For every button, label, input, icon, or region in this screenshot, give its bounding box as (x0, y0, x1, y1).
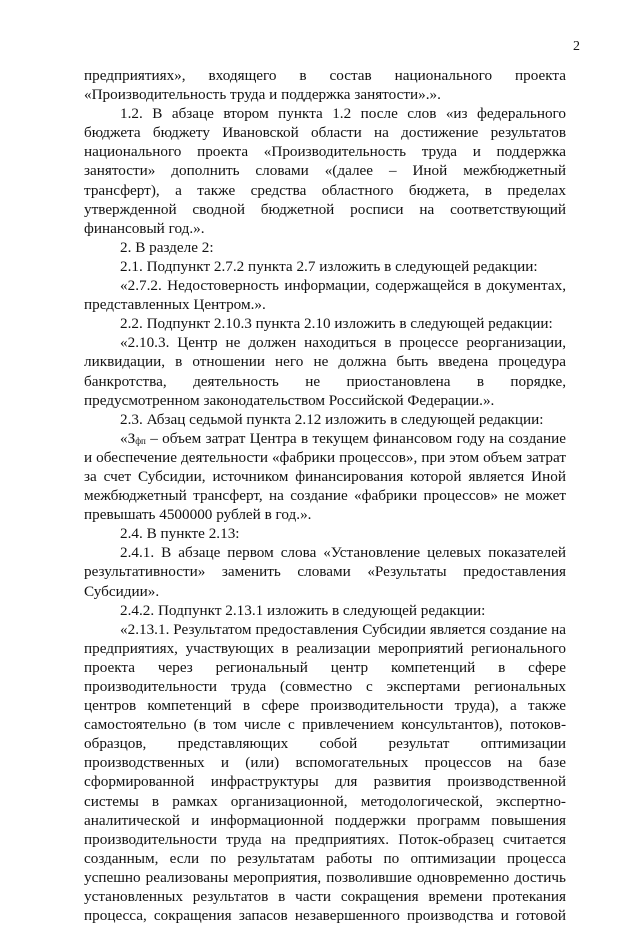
formula-subscript: фп (135, 435, 146, 446)
paragraph-2-4-2: 2.4.2. Подпункт 2.13.1 изложить в следующей редакции: (120, 601, 486, 619)
paragraph-2-2: 2.2. Подпункт 2.10.3 пункта 2.10 изложить в следующей редакции: (120, 315, 553, 333)
paragraph-2-4: 2.4. В пункте 2.13: (120, 525, 240, 543)
formula-text-after: – объем затрат Центра в текущем финансовом году на создание и обеспечение деятельности «фабрики процессов», при этом объем затрат за счет Субсидии, источником финансирования которой является Иной межбюджетный трансферт, на создание «фабрики процессов» не может превышать 4500000 рублей в год.». (84, 429, 566, 524)
paragraph-2-10-3-quote: «2.10.3. Центр не должен находиться в процессе реорганизации, ликвидации, в отношении него не должна быть введена процедура банкротства, деятельность не приостановлена в порядке, предусмотренном законодательством Российской Федерации.». (84, 334, 566, 409)
paragraph-2-13-1-quote: «2.13.1. Результатом предоставления Субсидии является создание на предприятиях, участвующих в реализации мероприятий регионального проекта через региональный центр компетенций в сфере производительности труда (совместно с экспертами региональных центров компетенций в сфере производительности труда), а также самостоятельно (в том числе с привлечением консультантов), потоков-образцов, представляющих собой результат оптимизации производственных и (или) вспомогательных процессов на базе сформированной инфраструктуры для развития производственной системы в рамках организационной, методологической, экспертно-аналитической и информационной поддержки программ повышения производительности труда на предприятиях. Поток-образец считается созданным, если по результатам работы по оптимизации процесса успешно реализованы мероприятия, позволившие одновременно достичь установленных результатов в части сокращения времени протекания процесса, сокращения запасов незавершенного производства и готовой (84, 620, 566, 925)
paragraph-2-7-2-quote: «2.7.2. Недостоверность информации, содержащейся в документах, представленных Центром.». (84, 277, 566, 314)
document-body (84, 66, 566, 925)
page-number: 2 (573, 39, 580, 54)
paragraph-2-3: 2.3. Абзац седьмой пункта 2.12 изложить в следующей редакции: (120, 410, 544, 428)
paragraph-section-2: 2. В разделе 2: (120, 238, 214, 256)
paragraph-formula-definition (84, 429, 566, 524)
paragraph-continuation: предприятиях», входящего в состав национального проекта «Производительность труда и поддержка занятости».». (84, 67, 566, 104)
formula-text-before: «З (120, 429, 136, 447)
paragraph-2-1: 2.1. Подпункт 2.7.2 пункта 2.7 изложить в следующей редакции: (120, 257, 538, 275)
paragraph-2-4-1: 2.4.1. В абзаце первом слова «Установление целевых показателей результативности» заменить словами «Результаты предоставления Субсидии». (84, 544, 566, 600)
paragraph-1-2: 1.2. В абзаце втором пункта 1.2 после слов «из федерального бюджета бюджету Ивановской области на достижение результатов национального проекта «Производительность труда и поддержка занятости» дополнить словами «(далее – Иной межбюджетный трансферт), а также средства областного бюджета, в пределах утвержденной сводной бюджетной росписи на соответствующий финансовый год.». (84, 105, 566, 237)
